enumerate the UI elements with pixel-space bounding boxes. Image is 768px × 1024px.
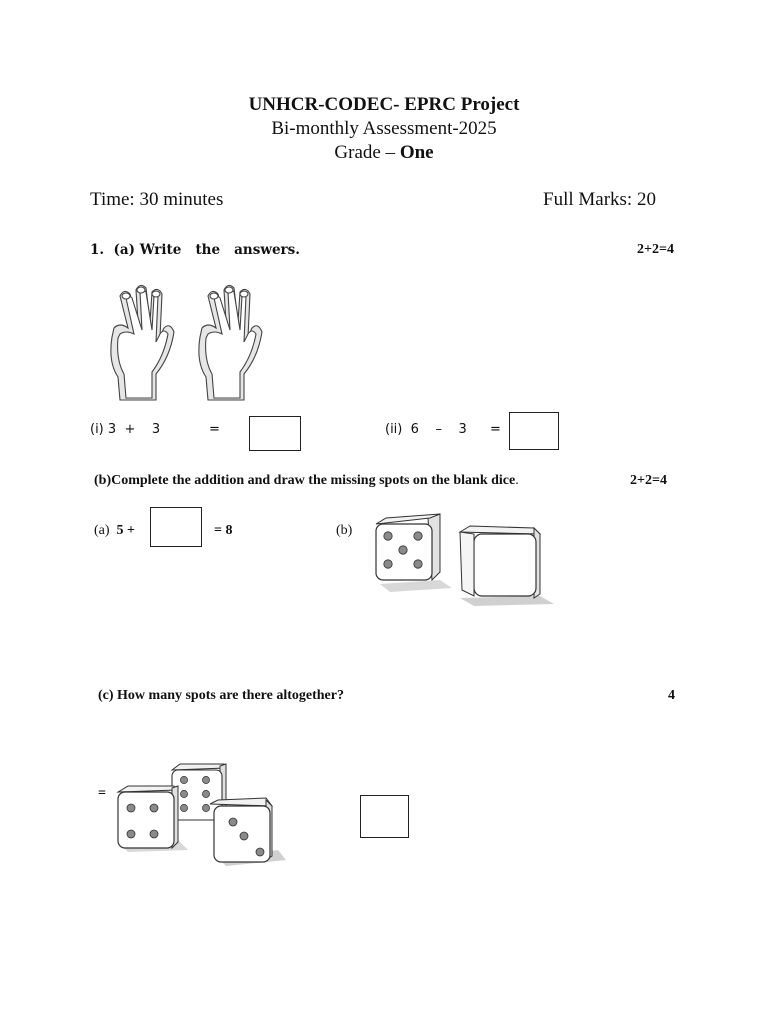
item-i-label: (i): [90, 422, 104, 437]
q1b-period: .: [515, 473, 519, 488]
die-three-spots: [210, 798, 286, 866]
exam-title: UNHCR-CODEC- EPRC Project: [248, 94, 520, 115]
exam-grade: [0, 142, 768, 164]
answer-box-i[interactable]: [249, 416, 301, 451]
q1b-instruction: [94, 473, 519, 489]
part-a-lhs: 5 +: [116, 523, 136, 538]
item-ii-b: 3: [458, 422, 467, 437]
q1c-equals: =: [98, 786, 106, 801]
q1b-marks: 2+2=4: [630, 473, 667, 488]
three-dice-illustration: [114, 762, 289, 872]
exam-subtitle: Bi-monthly Assessment-2025: [271, 118, 497, 139]
hands-illustration: [104, 282, 274, 402]
full-marks-label: Full Marks: 20: [543, 189, 656, 210]
die-blank: [460, 526, 554, 606]
q1-number: 1.: [90, 242, 105, 258]
part-a-rhs: = 8: [214, 523, 233, 538]
dice-pair-illustration: [370, 512, 560, 612]
die-four-spots: [118, 786, 188, 852]
item-ii-equals: =: [490, 422, 501, 437]
left-hand-three-fingers: [111, 285, 174, 400]
part-b-label: (b): [336, 523, 353, 538]
grade-value: One: [399, 142, 434, 163]
q1c-marks: 4: [668, 688, 675, 703]
item-ii-a: 6: [410, 422, 419, 437]
answer-box-ii[interactable]: [509, 412, 559, 450]
grade-prefix: Grade –: [334, 142, 400, 163]
q1a-heading: [90, 242, 300, 258]
q1a-item-i: [90, 422, 160, 437]
q1b-instruction-text: (b)Complete the addition and draw the missing spots on the blank dice: [94, 473, 516, 488]
item-i-equals: =: [209, 422, 220, 437]
q1a-instruction: (a) Write the answers.: [113, 242, 300, 258]
item-i-a: 3: [107, 422, 117, 437]
q1a-item-ii: [385, 422, 467, 437]
q1b-part-a: [94, 523, 135, 539]
part-a-label: (a): [94, 523, 110, 538]
item-ii-label: (ii): [385, 422, 403, 437]
q1a-marks: 2+2=4: [637, 242, 674, 257]
total-spots-answer-box[interactable]: [360, 795, 409, 838]
q1c-instruction: (c) How many spots are there altogether?: [98, 688, 344, 703]
item-i-b: 3: [151, 422, 161, 437]
die-five-spots: [376, 514, 452, 592]
addition-answer-box[interactable]: [150, 507, 202, 547]
right-hand-three-fingers: [199, 285, 262, 400]
item-i-op: +: [124, 422, 136, 437]
time-label: Time: 30 minutes: [90, 189, 224, 210]
item-ii-op: –: [435, 422, 442, 437]
